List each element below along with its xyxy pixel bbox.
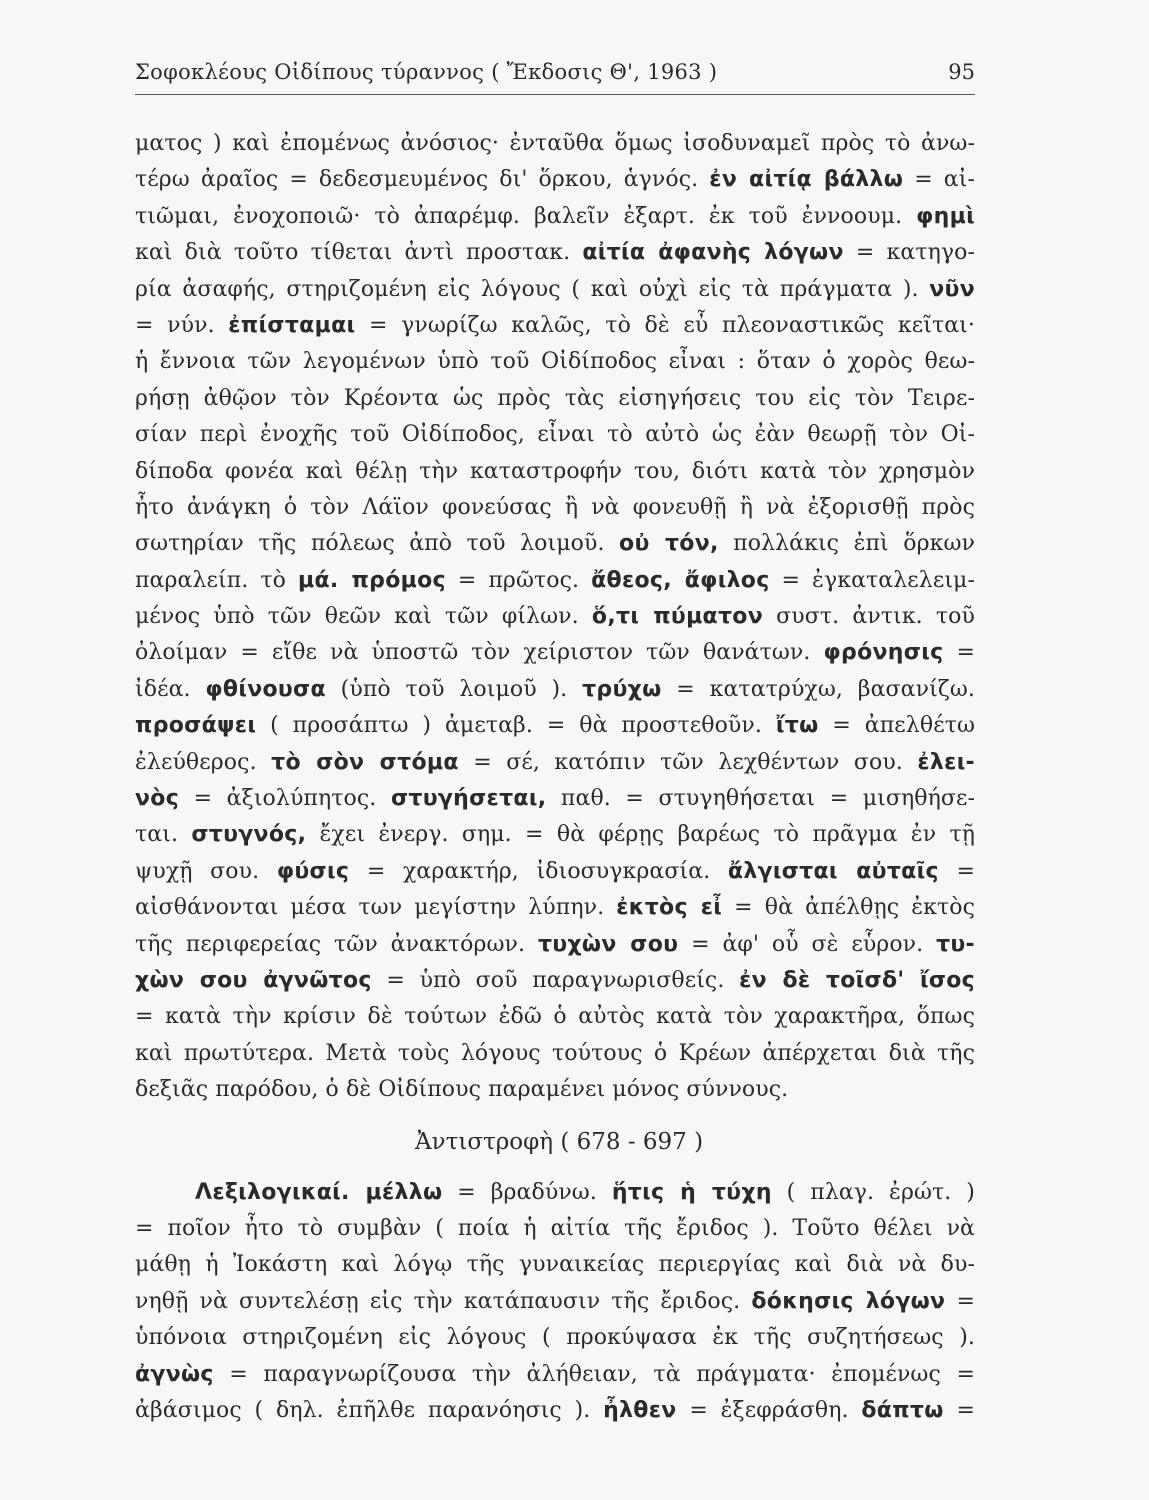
- text-run: ὑπόνοια στηριζομένη εἰς λόγους ( προκύψασα ἐκ τῆς συζητήσεως ).: [135, 1325, 975, 1351]
- text-line: [135, 781, 975, 817]
- text-run: καὶ διὰ τοῦτο τίθεται ἀντὶ προστακ.: [135, 240, 583, 266]
- text-line: [135, 1036, 975, 1072]
- lemma-term: νῦν: [929, 276, 975, 302]
- lemma-term: τὸ σὸν στόμα: [271, 749, 459, 775]
- text-line: [135, 417, 975, 453]
- text-run: ἀβάσιμος ( δηλ. ἐπῆλθε παρανόησις ).: [135, 1397, 604, 1423]
- text-run: = ἐξεφράσθη.: [676, 1397, 862, 1423]
- text-run: νηθῇ νὰ συντελέσῃ εἰς τὴν κατάπαυσιν τῆς ἔριδος.: [135, 1288, 752, 1314]
- text-run: = ἐγκαταλελειμ-: [769, 567, 975, 593]
- text-run: = κατατρύχω, βασανίζω.: [661, 676, 975, 702]
- text-line: [135, 235, 975, 271]
- text-run: παραλείπ. τὸ: [135, 567, 299, 593]
- text-line: [135, 635, 975, 671]
- body-text: [135, 126, 975, 1429]
- text-run: ἔχει ἐνεργ. σημ. = θὰ φέρῃς βαρέως τὸ πρᾶγμα ἐν τῇ: [306, 822, 976, 848]
- text-run: ἐλεύθερος.: [135, 749, 272, 775]
- text-line: [135, 308, 975, 344]
- text-line: [135, 1211, 975, 1247]
- text-run: δίποδα φονέα καὶ θέλῃ τὴν καταστροφήν του, διότι κατὰ τὸν χρησμὸν: [135, 458, 975, 484]
- lemma-term: νὸς: [135, 786, 180, 812]
- text-run: = ὑπὸ σοῦ παραγνωρισθείς.: [371, 967, 740, 993]
- lemma-term: ἐν αἰτίᾳ βάλλω: [709, 167, 904, 193]
- text-run: σωτηρίαν τῆς πόλεως ἀπὸ τοῦ λοιμοῦ.: [135, 531, 620, 557]
- text-run: = ἀφ' οὗ σὲ εὗρον.: [678, 931, 937, 957]
- text-run: = αἰ-: [903, 167, 976, 193]
- text-line: [135, 199, 975, 235]
- text-run: μάθῃ ἡ Ἰοκάστη καὶ λόγῳ τῆς γυναικείας περιεργίας καὶ διὰ νὰ δυ-: [135, 1252, 975, 1278]
- text-run: (ὑπὸ τοῦ λοιμοῦ ).: [325, 676, 583, 702]
- text-line: [135, 963, 975, 999]
- text-line: [135, 1284, 975, 1320]
- text-run: = σέ, κατόπιν τῶν λεχθέντων σου.: [458, 749, 918, 775]
- text-run: ται.: [135, 822, 192, 848]
- lemma-term: δόκησις λόγων: [751, 1288, 946, 1314]
- lemma-term: δάπτω: [861, 1397, 944, 1423]
- text-run: = ποῖον ἦτο τὸ συμβὰν ( ποία ἡ αἰτία τῆς ἔριδος ). Τοῦτο θέλει νὰ: [135, 1215, 975, 1241]
- text-run: = χαρακτήρ, ἰδιοσυγκρασία.: [349, 858, 728, 884]
- text-run: τέρω ἀραῖος = δεδεσμευμένος δι' ὅρκου, ἁγνός.: [135, 167, 710, 193]
- text-run: παθ. = στυγηθήσεται = μισηθήσε-: [546, 786, 975, 812]
- lemma-term: ὅ,τι πύματον: [591, 604, 764, 630]
- text-line: [135, 454, 975, 490]
- text-run: =: [938, 858, 975, 884]
- text-run: =: [943, 1397, 975, 1423]
- text-run: = θὰ ἀπέλθῃς ἐκτὸς: [722, 895, 975, 921]
- lemma-term: τυ-: [936, 931, 975, 957]
- text-run: μένος ὑπὸ τῶν θεῶν καὶ τῶν φίλων.: [135, 604, 592, 630]
- text-run: = νύν.: [135, 312, 229, 338]
- text-run: τῆς περιφερείας τῶν ἀνακτόρων.: [135, 931, 538, 957]
- text-run: =: [943, 640, 975, 666]
- commentary-paragraph-1: [135, 126, 975, 1109]
- text-run: ὀλοίμαν = εἴθε νὰ ὑποστῶ τὸν χείριστον τῶν θανάτων.: [135, 640, 824, 666]
- text-line: [135, 999, 975, 1035]
- lemma-term: τρύχω: [582, 676, 662, 702]
- text-line: [135, 526, 975, 562]
- text-line: [135, 272, 975, 308]
- text-run: ματος ) καὶ ἐπομένως ἀνόσιος· ἐνταῦθα ὅμως ἰσοδυναμεῖ πρὸς τὸ ἀνω-: [135, 131, 975, 156]
- lemma-term: ἥτις ἡ τύχη: [611, 1179, 772, 1205]
- running-title: Σοφοκλέους Οἰδίπους τύραννος ( Ἔκδοσις Θ', 1963 ): [135, 60, 718, 84]
- text-run: ἦτο ἀνάγκη ὁ τὸν Λάϊον φονεύσας ἢ νὰ φονευθῇ ἢ νὰ ἐξορισθῇ πρὸς: [135, 494, 975, 520]
- text-line: [135, 344, 975, 380]
- text-line: [135, 381, 975, 417]
- text-line: [135, 1393, 975, 1429]
- text-line: [135, 854, 975, 890]
- text-run: ( προσάπτω ) ἀμεταβ. = θὰ προστεθοῦν.: [256, 713, 776, 739]
- running-header: [135, 60, 975, 95]
- text-line: [135, 126, 975, 162]
- lemma-term: φημὶ: [916, 203, 975, 229]
- text-run: = ἀξιολύπητος.: [179, 786, 391, 812]
- lemma-term: φύσις: [276, 858, 350, 884]
- text-run: =: [945, 1288, 975, 1314]
- lemma-term: τυχὼν σου: [537, 931, 679, 957]
- text-run: = πρῶτος.: [445, 567, 592, 593]
- section-heading: Ἀντιστροφὴ ( 678 - 697 ): [415, 1128, 704, 1155]
- text-line: [135, 745, 975, 781]
- lemma-term: οὐ τόν,: [619, 531, 719, 557]
- text-run: δεξιᾶς παρόδου, ὁ δὲ Οἰδίπους παραμένει μόνος σύννους.: [135, 1077, 789, 1103]
- text-run: = κατὰ τὴν κρίσιν δὲ τούτων ἐδῶ ὁ αὐτὸς κατὰ τὸν χαρακτῆρα, ὅπως: [135, 1004, 975, 1030]
- text-line: [135, 890, 975, 926]
- text-line: [135, 490, 975, 526]
- text-line: [135, 1072, 975, 1108]
- lemma-term: αἰτία ἀφανὴς λόγων: [582, 240, 844, 266]
- text-run: ἡ ἔννοια τῶν λεγομένων ὑπὸ τοῦ Οἰδίποδος εἶναι : ὅταν ὁ χορὸς θεω-: [135, 349, 975, 375]
- text-run: καὶ πρωτύτερα. Μετὰ τοὺς λόγους τούτους ὁ Κρέων ἀπέρχεται διὰ τῆς: [135, 1040, 975, 1066]
- text-line: [135, 1175, 975, 1211]
- lemma-term: χὼν σου ἀγνῶτος: [135, 967, 372, 993]
- text-run: αἰσθάνονται μέσα των μεγίστην λύπην.: [135, 895, 617, 921]
- text-run: = γνωρίζω καλῶς, τὸ δὲ εὖ πλεοναστικῶς κεῖται·: [355, 312, 975, 338]
- text-run: πολλάκις ἐπὶ ὅρκων: [718, 531, 975, 557]
- lemma-term: ἄλγισται αὐταῖς: [727, 858, 939, 884]
- text-run: ( πλαγ. ἐρώτ. ): [771, 1179, 975, 1205]
- text-line: [135, 563, 975, 599]
- text-line: [135, 1320, 975, 1356]
- text-run: = βραδύνω.: [442, 1179, 612, 1205]
- text-run: = κατηγο-: [843, 240, 975, 266]
- text-run: τιῶμαι, ἐνοχοποιῶ· τὸ ἀπαρέμφ. βαλεῖν ἐξαρτ. ἐκ τοῦ ἐννοουμ.: [135, 203, 917, 229]
- text-line: [135, 1247, 975, 1283]
- text-line: [135, 817, 975, 853]
- text-run: ρία ἀσαφής, στηριζομένη εἰς λόγους ( καὶ οὐχὶ εἰς τὰ πράγματα ).: [135, 276, 930, 302]
- lemma-term: ἐλει-: [917, 749, 975, 775]
- text-run: = παραγνωρίζουσα τὴν ἀλήθειαν, τὰ πράγματα· ἐπομένως =: [213, 1361, 975, 1387]
- lemma-term: ἐν δὲ τοῖσδ' ἴσος: [739, 967, 976, 993]
- text-line: [135, 1357, 975, 1393]
- lemma-term: ἴτω: [775, 713, 819, 739]
- lemma-term: μά. πρόμος: [298, 567, 446, 593]
- text-run: ψυχῇ σου.: [135, 858, 277, 884]
- text-line: [135, 708, 975, 744]
- lemma-term: φθίνουσα: [205, 676, 326, 702]
- text-line: [135, 599, 975, 635]
- lemma-term: Λεξιλογικαί. μέλλω: [195, 1179, 443, 1205]
- text-line: [135, 927, 975, 963]
- lemma-term: προσάψει: [135, 713, 257, 739]
- text-run: ἰδέα.: [135, 676, 206, 702]
- text-run: ρήσῃ ἀθῷον τὸν Κρέοντα ὡς πρὸς τὰς εἰσηγήσεις του εἰς τὸν Τειρε-: [135, 385, 975, 411]
- commentary-paragraph-2: [135, 1175, 975, 1430]
- text-line: [135, 162, 975, 198]
- lemma-term: ἐπίσταμαι: [228, 312, 356, 338]
- lemma-term: ἐκτὸς εἶ: [616, 895, 723, 921]
- text-run: = ἀπελθέτω: [818, 713, 975, 739]
- page-number: 95: [948, 60, 975, 84]
- lemma-term: ἀγνὼς: [135, 1361, 214, 1387]
- lemma-term: ἦλθεν: [603, 1397, 677, 1423]
- text-run: συστ. ἀντικ. τοῦ: [763, 604, 975, 630]
- lemma-term: ἄθεος, ἄφιλος: [591, 567, 770, 593]
- text-line: [135, 672, 975, 708]
- lemma-term: φρόνησις: [823, 640, 944, 666]
- text-run: σίαν περὶ ἐνοχῆς τοῦ Οἰδίποδος, εἶναι τὸ αὐτὸ ὡς ἐὰν θεωρῇ τὸν Οἰ-: [135, 422, 975, 448]
- lemma-term: στυγνός,: [191, 822, 307, 848]
- lemma-term: στυγήσεται,: [390, 786, 547, 812]
